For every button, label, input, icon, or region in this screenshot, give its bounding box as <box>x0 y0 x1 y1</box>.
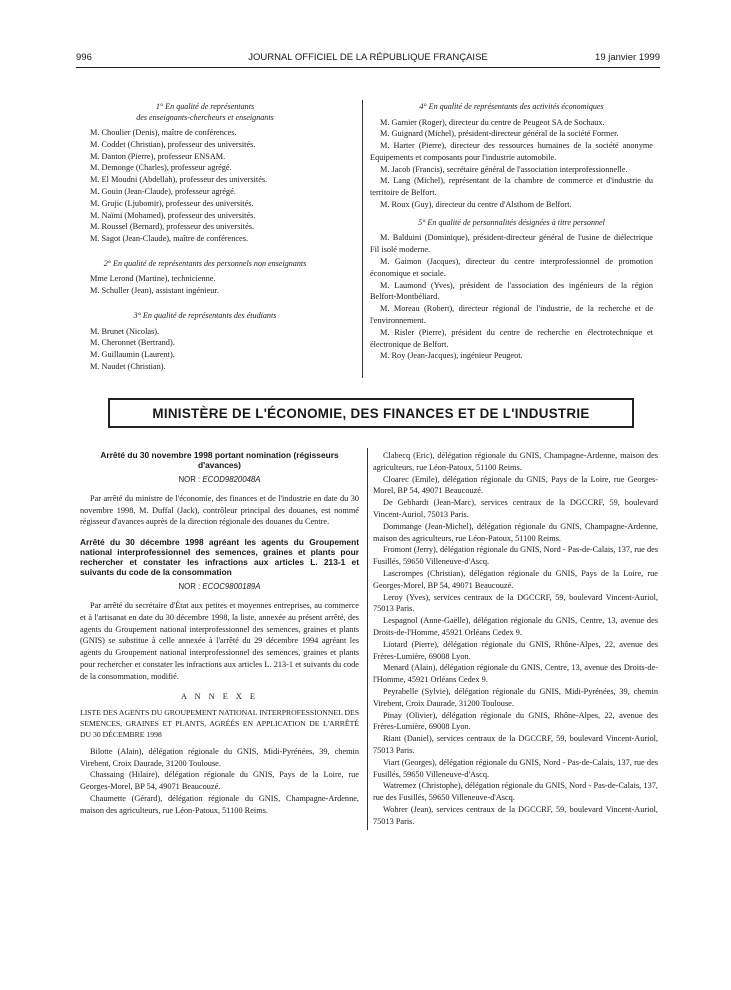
article-body: Par arrêté du secrétaire d'État aux petites et moyennes entreprises, au commerce et à l'artisanat en date du 30 décembre 1998, la liste, annexée au présent arrêté, des agents du Groupement national interprofessionnel des semences, graines et plants (GNIS) se substitue à celle annexée à l'arrêté du 29 décembre 1994 agréant les agents du Groupement national interprofessionnel des semences, graines et plants pour rechercher et constater les infractions aux articles L. 213-1 et suivants du code de la consommation, modifié. <box>80 600 359 681</box>
list-item: Menard (Alain), délégation régionale du GNIS, Centre, 13, avenue des Droits-de-l'Homme, 45921 Orléans Cedex 9. <box>373 663 658 685</box>
top-left-column <box>90 100 320 373</box>
list-item: Lascrompes (Christian), délégation régionale du GNIS, Pays de la Loire, rue Georges-Morel, BP 54, 49071 Beaucouzé. <box>373 568 658 590</box>
section-personnalites <box>370 218 653 362</box>
list-item: Pinay (Olivier), délégation régionale du GNIS, Rhône-Alpes, 22, avenue des Frères-Lumière, 69008 Lyon. <box>373 710 658 732</box>
member-list <box>90 326 320 373</box>
list-item: Liotard (Pierre), délégation régionale du GNIS, Rhône-Alpes, 22, avenue des Frères-Lumière, 69008 Lyon. <box>373 639 658 661</box>
list-item: Mme Lerond (Martine), technicienne. <box>90 274 216 284</box>
list-item: M. Moreau (Robert), directeur régional de l'industrie, de la recherche et de l'environnement. <box>370 304 653 325</box>
agent-list <box>373 450 658 828</box>
ministry-banner: MINISTÈRE DE L'ÉCONOMIE, DES FINANCES ET DE L'INDUSTRIE <box>108 398 634 428</box>
list-item: M. Naïmi (Mohamed), professeur des universités. <box>90 210 256 220</box>
list-item: M. Garnier (Roger), directeur du centre de Peugeot SA de Sochaux. <box>380 117 605 127</box>
list-item: M. Harter (Pierre), directeur des ressources humaines de la société anonyme Equipements et composants pour l'industrie automobile. <box>370 141 653 162</box>
member-list <box>90 273 320 297</box>
bottom-left-column <box>80 450 359 817</box>
column-divider <box>362 100 363 378</box>
article-title: Arrêté du 30 novembre 1998 portant nomination (régisseurs d'avances) <box>100 450 339 470</box>
list-item: M. Guignard (Michel), président-directeur général de la société Former. <box>380 129 619 139</box>
agent-list <box>80 746 359 817</box>
nor-reference: NOR : ECOC9800189A <box>178 582 261 592</box>
journal-title: JOURNAL OFFICIEL DE LA RÉPUBLIQUE FRANÇAISE <box>248 52 488 63</box>
section-etudiants <box>90 311 320 373</box>
list-item: M. Brunet (Nicolas). <box>90 326 160 336</box>
section-activites <box>370 102 653 211</box>
list-item: Wohrer (Jean), services centraux de la DGCCRF, 59, boulevard Vincent-Auriol, 75013 Paris. <box>373 804 658 826</box>
list-item: Clabecq (Eric), délégation régionale du GNIS, Champagne-Ardenne, maison des agriculteurs, rue Léon-Patoux, 51100 Reims. <box>373 451 658 472</box>
list-item: Riant (Daniel), services centraux de la DGCCRF, 59, boulevard Vincent-Auriol, 75013 Paris. <box>373 734 658 755</box>
list-item: Chassaing (Hilaire), délégation régionale du GNIS, Pays de la Loire, rue Georges-Morel, BP 54, 49071 Beaucouzé. <box>80 770 359 792</box>
list-item: M. Grujic (Ljubomir), professeur des universités. <box>90 198 254 208</box>
top-right-column <box>370 100 653 362</box>
list-item: M. Laumond (Yves), président de l'association des ingénieurs de la région Belfort-Montbéliard. <box>370 280 653 302</box>
page-number: 996 <box>76 52 92 63</box>
annexe-title: A N N E X E <box>180 691 259 701</box>
list-item: M. Roy (Jean-Jacques), ingénieur Peugeot. <box>380 351 523 361</box>
list-item: Bilotte (Alain), délégation régionale du GNIS, Midi-Pyrénées, 39, chemin Virebent, Croix Daurade, 31200 Toulouse. <box>80 746 359 768</box>
nor-reference: NOR : ECOD9820048A <box>178 475 261 484</box>
list-item: M. Gaimon (Jacques), directeur du centre interprofessionnel de promotion économique et sociale. <box>370 256 653 278</box>
list-item: M. Roux (Guy), directeur du centre d'Alsthom de Belfort. <box>380 200 572 210</box>
list-item: Watremez (Christophe), délégation régionale du GNIS, Nord - Pas-de-Calais, 137, rue des Fusillés, 59650 Villeneuve-d'Ascq. <box>373 781 658 803</box>
list-item: M. El Moudni (Abdellah), professeur des universités. <box>90 175 268 185</box>
header-rule <box>76 67 660 68</box>
article-title: Arrêté du 30 décembre 1998 agréant les agents du Groupement national interprofessionnel des semences, graines et plants pour rechercher et constater les infractions aux articles L. 213-1 et suivants du code de la consommation <box>80 537 359 578</box>
member-list <box>90 127 320 245</box>
section-heading: 2° En qualité de représentants des personnels non enseignants <box>103 258 307 268</box>
section-heading: 3° En qualité de représentants des étudiants <box>133 311 277 321</box>
publication-date: 19 janvier 1999 <box>595 52 660 63</box>
list-item: Viart (Georges), délégation régionale du GNIS, Nord - Pas-de-Calais, 137, rue des Fusillés, 59650 Villeneuve-d'Ascq. <box>373 757 658 779</box>
list-item: Peyrabelle (Sylvie), délégation régionale du GNIS, Midi-Pyrénées, 39, chemin Virebent, Croix Daurade, 31200 Toulouse. <box>373 686 658 708</box>
list-item: Lespagnol (Anne-Gaëlle), délégation régionale du GNIS, Centre, 13, avenue des Droits-de-l'Homme, 45921 Orléans Cedex 9. <box>373 616 658 637</box>
list-item: M. Guillaumin (Laurent). <box>90 350 175 360</box>
list-item: M. Roussel (Bernard), professeur des universités. <box>90 222 255 232</box>
list-item: M. Demonge (Charles), professeur agrégé. <box>90 163 232 173</box>
list-item: Chaumette (Gérard), délégation régionale du GNIS, Champagne-Ardenne, maison des agriculteurs, rue Léon-Patoux, 51100 Reims. <box>80 793 359 815</box>
member-list <box>370 117 653 211</box>
list-item: M. Naudet (Christian). <box>90 361 166 371</box>
section-personnels <box>90 259 320 297</box>
list-item: M. Gouin (Jean-Claude), professeur agrégé. <box>90 186 236 196</box>
list-item: M. Cheronnet (Bertrand). <box>90 338 175 348</box>
list-item: M. Sagot (Jean-Claude), maître de conférences. <box>90 234 249 244</box>
list-item: Dommange (Jean-Michel), délégation régionale du GNIS, Champagne-Ardenne, maison des agriculteurs, rue Léon-Patoux, 51100 Reims. <box>373 521 658 543</box>
bottom-right-column <box>373 450 658 828</box>
section-heading: 1° En qualité de représentants des enseignants-chercheurs et enseignants <box>136 102 274 122</box>
section-heading: 4° En qualité de représentants des activités économiques <box>419 102 604 111</box>
list-item: M. Schuller (Jean), assistant ingénieur. <box>90 286 219 296</box>
list-item: M. Balduini (Dominique), président-directeur général de l'usine de diélectrique Fil isolé moderne. <box>370 233 653 255</box>
list-item: M. Risler (Pierre), président du centre de recherche en électrotechnique et électronique de Belfort. <box>370 327 653 349</box>
section-enseignants <box>90 102 320 245</box>
list-item: M. Choulier (Denis), maître de conférences. <box>90 128 237 137</box>
annexe-subtitle: LISTE DES AGENTS DU GROUPEMENT NATIONAL INTERPROFESSIONNEL DES SEMENCES, GRAINES ET PLANTS, AGRÉÉS EN APPLICATION DE L'ARRÊTÉ DU 30 DÉCEMBRE 1998 <box>80 708 359 739</box>
list-item: Fromont (Jerry), délégation régionale du GNIS, Nord - Pas-de-Calais, 137, rue des Fusillés, 59650 Villeneuve-d'Ascq. <box>373 545 658 567</box>
list-item: M. Jacob (Francis), secrétaire général de l'association interprofessionnelle. <box>380 164 628 174</box>
list-item: M. Danton (Pierre), professeur ENSAM. <box>90 151 226 161</box>
list-item: M. Lang (Michel), représentant de la chambre de commerce et d'industrie du territoire de Belfort. <box>370 176 653 198</box>
section-heading: 5° En qualité de personnalités désignées à titre personnel <box>418 217 605 227</box>
list-item: De Gebhardt (Jean-Marc), services centraux de la DGCCRF, 59, boulevard Vincent-Auriol, 75013 Paris. <box>373 498 658 519</box>
list-item: Cloarec (Emile), délégation régionale du GNIS, Pays de la Loire, rue Georges-Morel, BP 54, 49071 Beaucouzé. <box>373 474 658 496</box>
column-divider <box>367 448 368 830</box>
page-header <box>76 52 660 66</box>
member-list <box>370 232 653 362</box>
list-item: M. Coddet (Christian), professeur des universités. <box>90 139 256 149</box>
list-item: Leroy (Yves), services centraux de la DGCCRF, 59, boulevard Vincent-Auriol, 75013 Paris. <box>373 592 658 614</box>
article-body: Par arrêté du ministre de l'économie, des finances et de l'industrie en date du 30 novembre 1998, M. Duffal (Jack), contrôleur principal des douanes, est nommé régisseur d'avances auprès de la direction régionale des douanes du Centre. <box>80 493 359 527</box>
